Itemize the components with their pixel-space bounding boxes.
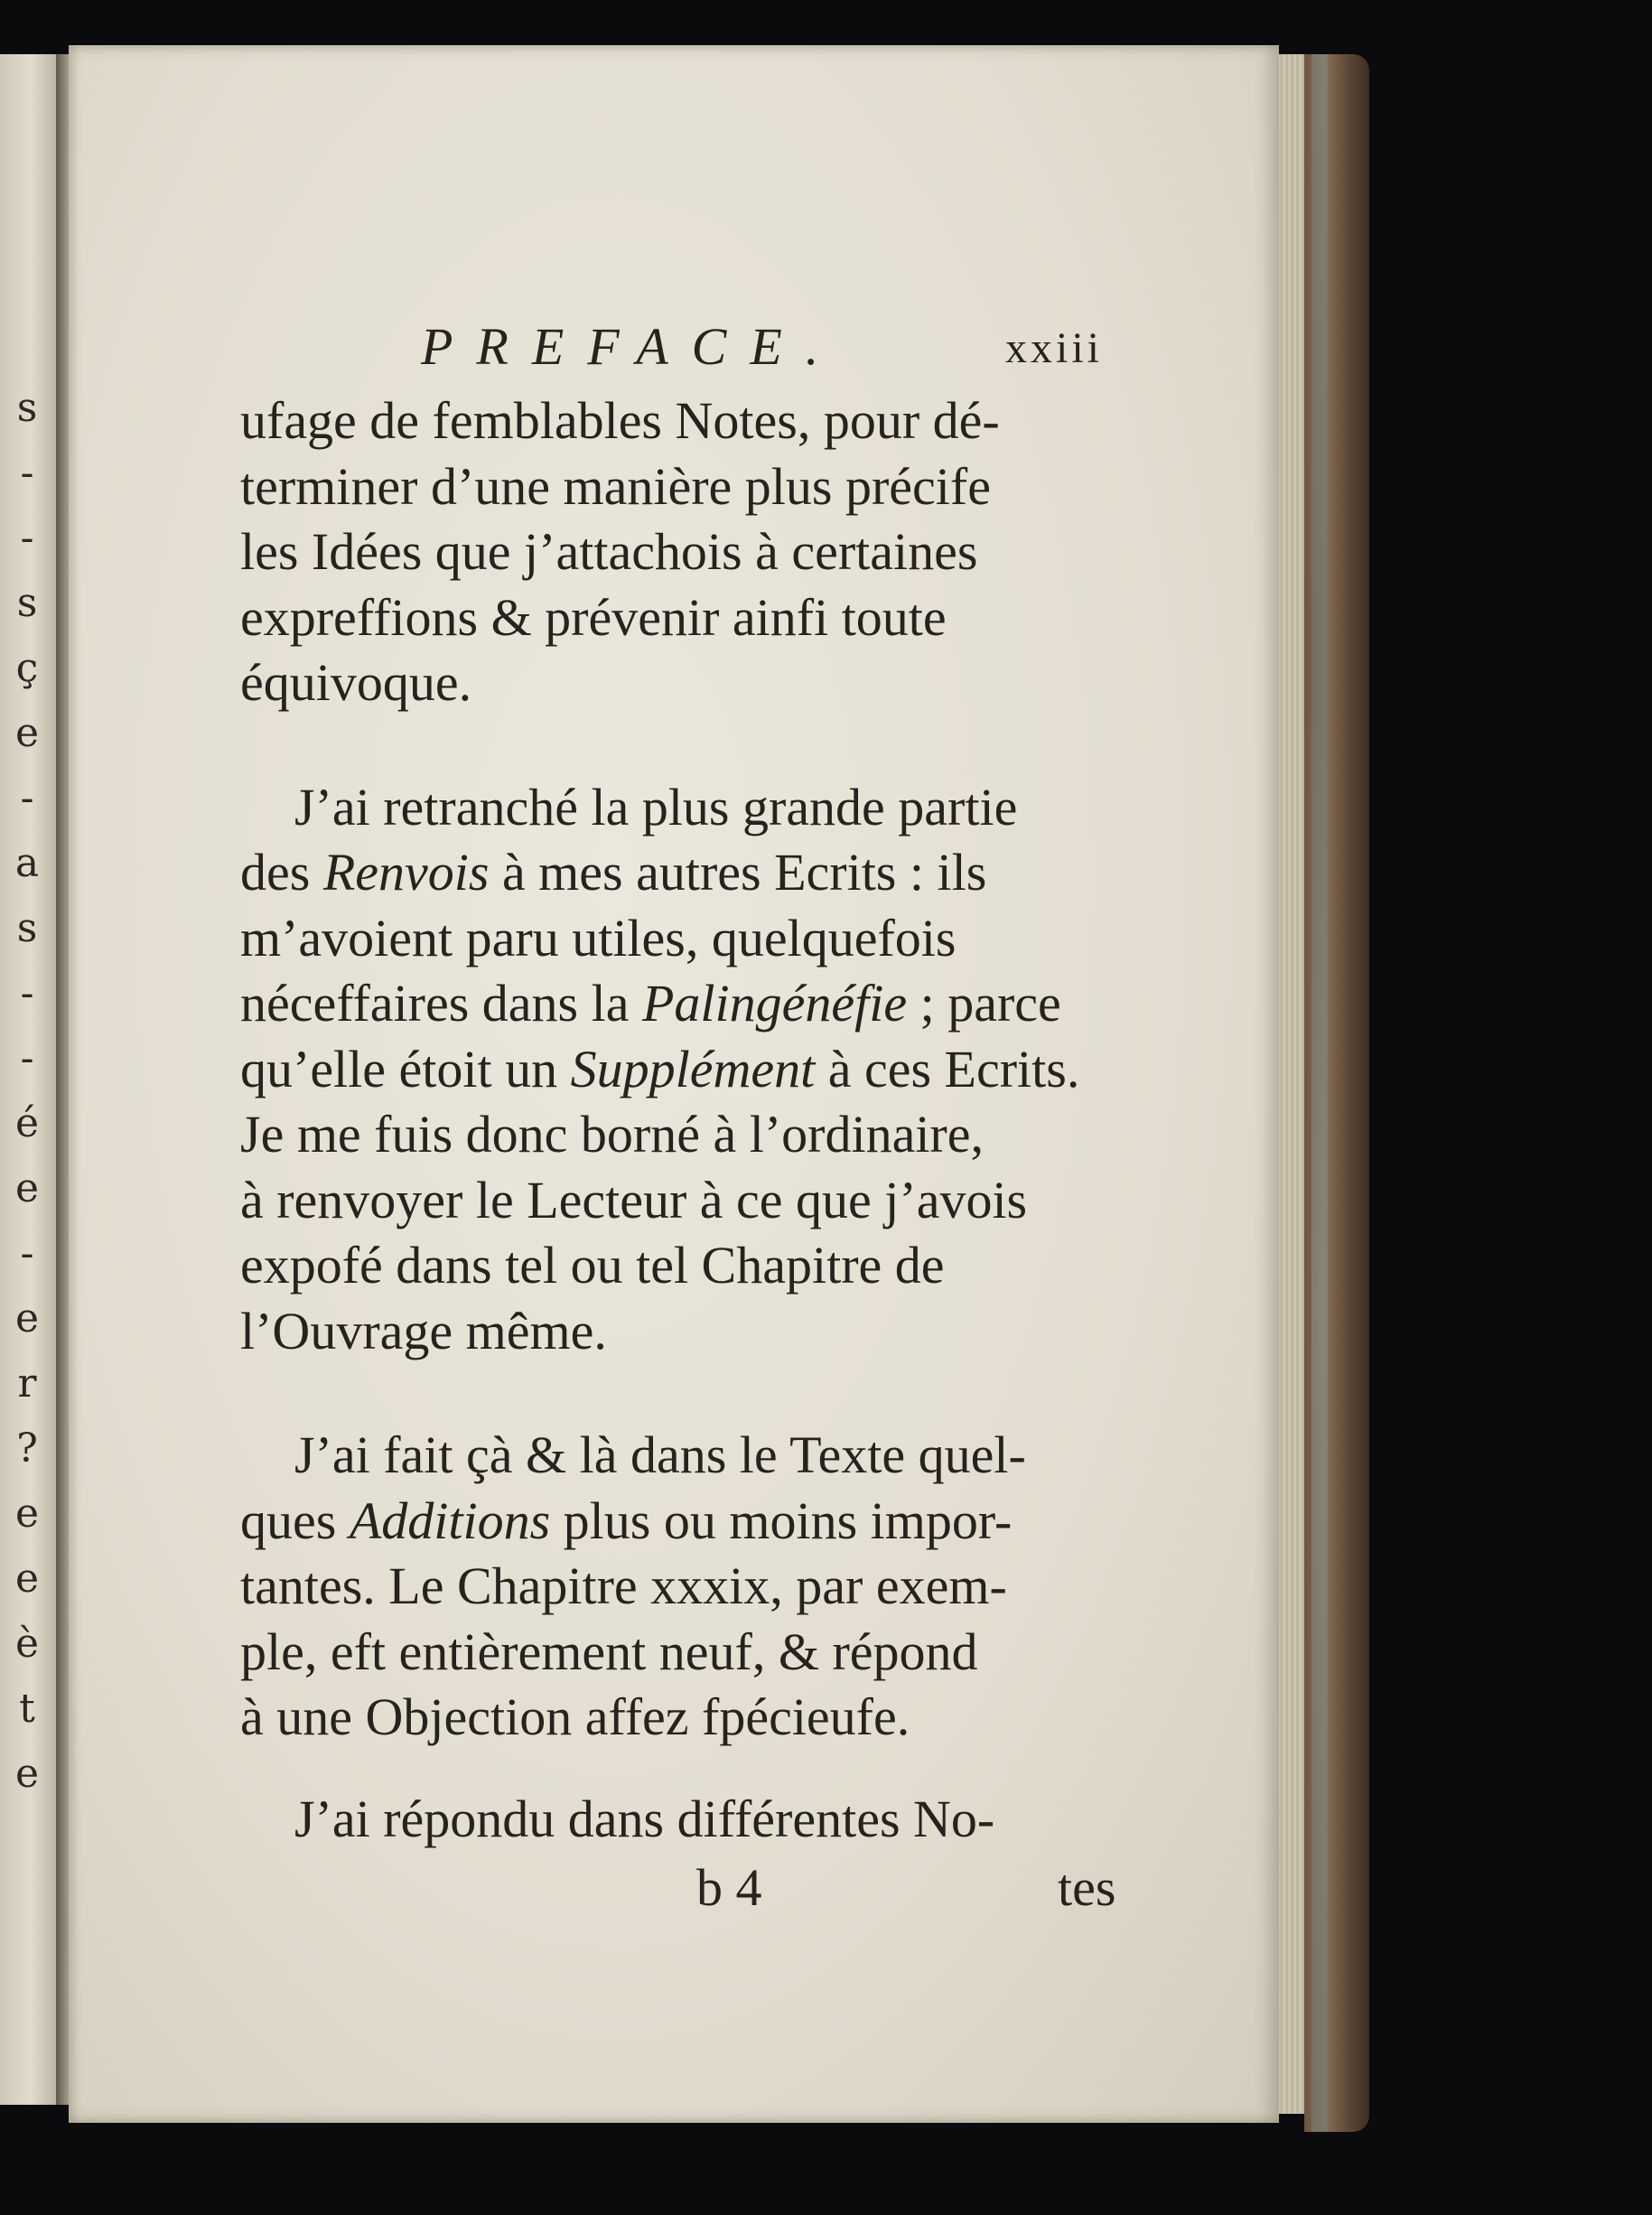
facing-page-glyph: ç [15,645,39,691]
book-binding [1304,54,1369,2132]
facing-page-glyph: e [14,1556,40,1602]
text-line: m’avoient paru utiles, quelquefois [240,908,957,967]
paragraph [240,775,1121,1365]
text-line: tantes. Le Chapitre xxxix, par exem- [240,1556,1007,1615]
text-line: Je me fuis donc borné à l’ordinaire, [240,1105,984,1164]
book-page [69,45,1279,2123]
facing-page-glyph: - [20,775,34,821]
facing-page-glyph: - [20,1230,34,1276]
page-text [240,316,1121,1930]
text-line: ple, eft entièrement neuf, & répond [240,1622,978,1681]
page-footer [240,1857,1121,1930]
page-gutter [56,54,69,2105]
text-line: des Renvois à mes autres Ecrits : ils [240,843,987,902]
facing-page-glyph: a [14,840,40,886]
text-line: J’ai répondu dans différentes No- [294,1789,995,1848]
text-line: ques Additions plus ou moins impor- [240,1491,1013,1550]
facing-page-glyph: r [17,1360,37,1407]
facing-page-glyph: e [14,1295,40,1341]
facing-page-glyph: t [19,1686,35,1732]
facing-page-glyph: e [14,710,40,756]
facing-page-glyph: - [20,970,34,1016]
facing-page-glyph: e [14,1165,40,1211]
signature-mark: b 4 [696,1858,762,1917]
facing-page-glyph: e [14,1491,40,1537]
text-line: terminer d’une manière plus précife [240,456,991,516]
text-line: l’Ouvrage même. [240,1301,607,1360]
facing-page-glyph: e [14,1751,40,1797]
text-line: J’ai fait çà & là dans le Texte quel- [294,1425,1026,1484]
facing-page-glyph: - [20,450,34,496]
text-line: néceffaires dans la Palingénéfie ; parce [240,974,1061,1033]
paragraph [240,1787,1121,1853]
running-head [240,316,1121,388]
text-line: équivoque. [240,653,472,712]
text-line: à renvoyer le Lecteur à ce que j’avois [240,1170,1028,1229]
facing-page-glyph: - [20,515,34,561]
text-line: les Idées que j’attachois à certaines [240,522,978,581]
page-number: xxiii [1004,324,1103,372]
facing-page-glyph: s [16,580,38,626]
facing-page-glyph: ? [16,1425,38,1472]
text-line: à une Objection affez fpécieufe. [240,1687,910,1746]
facing-page-glyph: é [14,1100,40,1146]
catchword: tes [1058,1858,1116,1917]
text-line: J’ai retranché la plus grande partie [294,777,1018,836]
text-line: expofé dans tel ou tel Chapitre de [240,1236,945,1294]
facing-page-glyph: è [14,1621,40,1667]
facing-page-glyph: s [16,905,38,951]
page-edges [1279,54,1305,2114]
running-head-title: PREFACE. [421,317,843,376]
facing-page-glyph: - [20,1035,34,1081]
paragraph [240,388,1121,716]
text-line: expreffions & prévenir ainfi toute [240,587,947,647]
facing-page-glyph: s [16,385,38,431]
facing-page-edge [0,54,58,2105]
paragraph [240,1423,1121,1751]
text-line: ufage de femblables Notes, pour dé- [240,391,1000,450]
text-line: qu’elle étoit un Supplément à ces Ecrits. [240,1039,1080,1098]
